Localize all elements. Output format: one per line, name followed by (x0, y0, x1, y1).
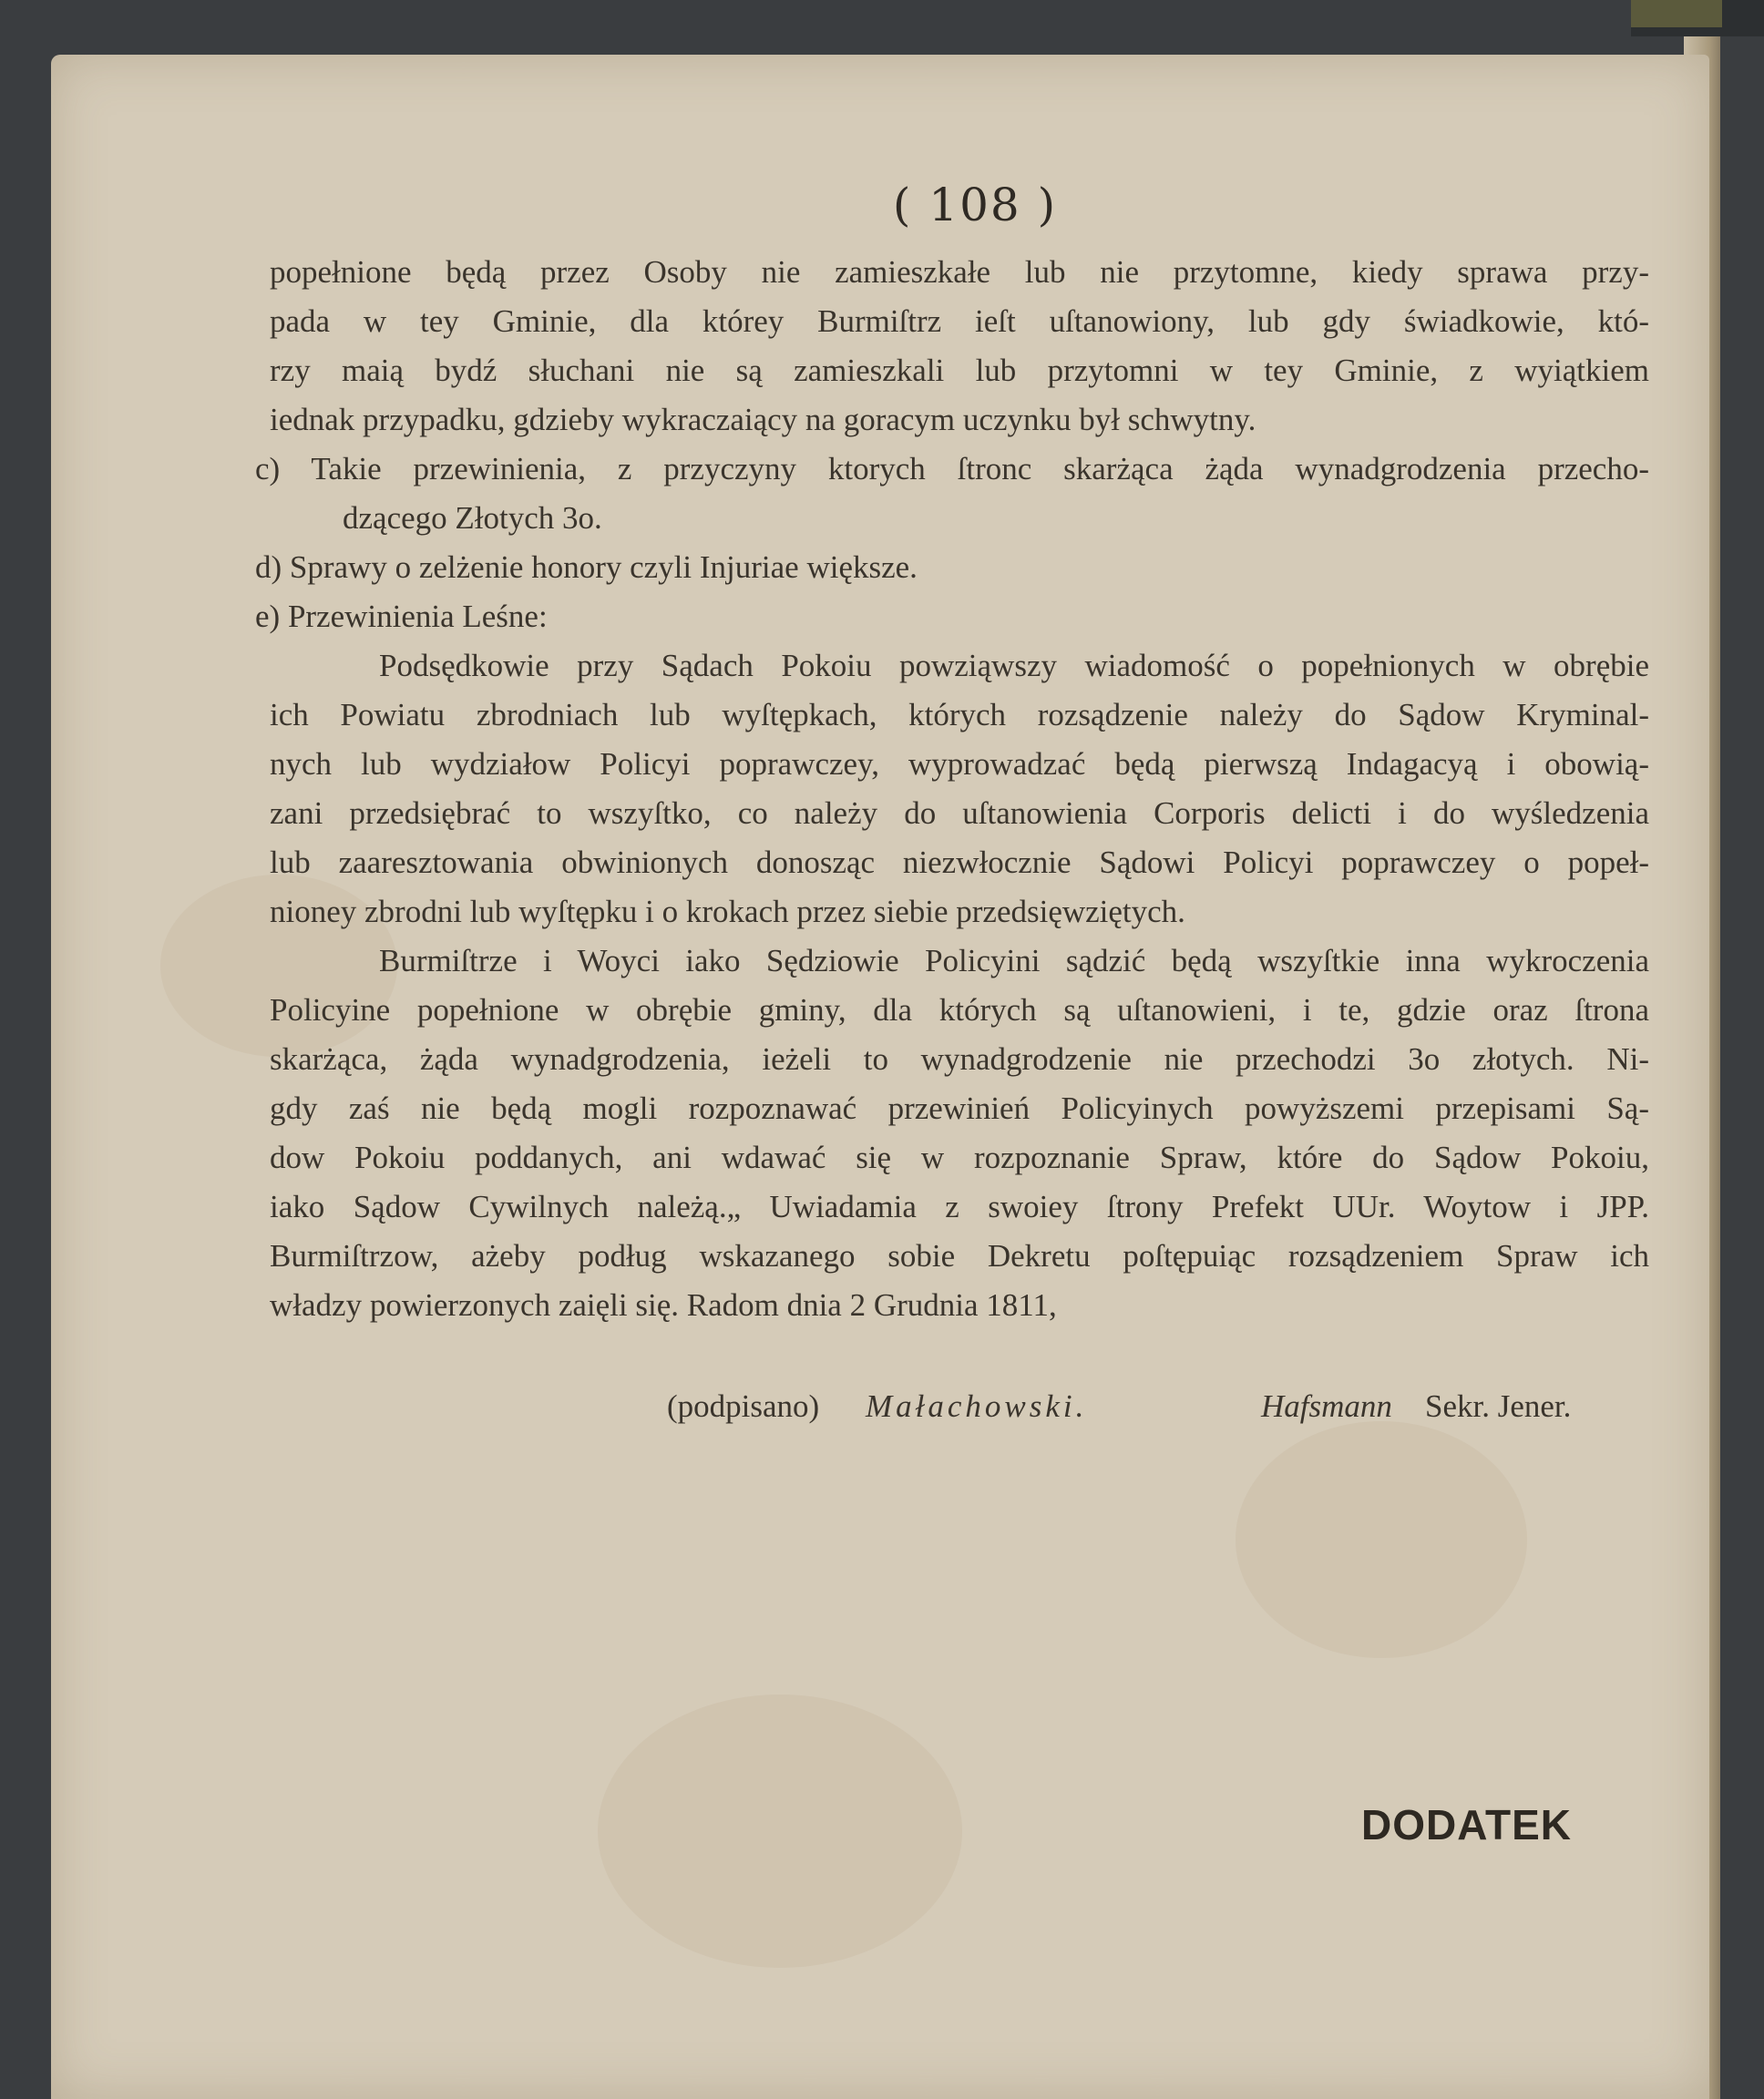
text-line: Policyine popełnione w obrębie gminy, dla których są uſtanowieni, i te, gdzie oraz ſtrona (270, 992, 1649, 1028)
text-line: nioney zbrodni lub wyſtępku i o krokach przez siebie przedsięwziętych. (270, 894, 1185, 929)
paragraph-start: Podsędkowie przy Sądach Pokoiu powziąwszy wiadomość o popełnionych w obrębie (379, 648, 1649, 683)
list-item-e: e) Przewinienia Leśne: (255, 599, 548, 634)
list-item-d: d) Sprawy o zelżenie honory czyli Injuriae większe. (255, 549, 918, 585)
paragraph-start: Burmiſtrze i Woyci iako Sędziowie Policyini sądzić będą wszyſtkie inna wykroczenia (379, 943, 1649, 978)
text-line: lub zaaresztowania obwinionych donosząc niezwłocznie Sądowi Policyi poprawczey o popeł- (270, 845, 1649, 880)
body-text (255, 248, 1649, 1330)
text-line: dow Pokoiu poddanych, ani wdawać się w rozpoznanie Spraw, które do Sądow Pokoiu, (270, 1140, 1649, 1175)
text-line: skarżąca, żąda wynadgrodzenia, ieżeli to wynadgrodzenie nie przechodzi 3o złotych. Ni- (270, 1041, 1649, 1077)
text-line: nych lub wydziałow Policyi poprawczey, wyprowadzać będą pierwszą Indagacyą i obowią- (270, 746, 1649, 782)
text-line: gdy zaś nie będą mogli rozpoznawać przewinień Policyinych powyższemi przepisami Są- (270, 1090, 1649, 1126)
catchword: DODATEK (1361, 1801, 1573, 1848)
signature-label: (podpisano) (667, 1388, 820, 1424)
page-number: ( 108 ) (892, 179, 1058, 231)
signature-name-malachowski: Małachowski. (866, 1388, 1088, 1424)
text-line: władzy powierzonych zaięli się. Radom dnia 2 Grudnia 1811, (270, 1287, 1057, 1323)
list-item-c: c) Takie przewinienia, z przyczyny ktorych ſtronc skarżąca żąda wynadgrodzenia przecho- (255, 451, 1649, 486)
gilt-edge (1631, 0, 1722, 27)
signature-title: Sekr. Jener. (1425, 1388, 1572, 1424)
text-line: zani przedsiębrać to wszyſtko, co należy do uſtanowienia Corporis delicti i do wyśledzenia (270, 795, 1649, 831)
signature-name-hafsmann: Hafsmann (1261, 1388, 1392, 1424)
text-line: pada w tey Gminie, dla którey Burmiſtrz ieſt uſtanowiony, lub gdy świadkowie, któ- (270, 303, 1649, 339)
paper-stain (1236, 1421, 1527, 1658)
text-line: popełnione będą przez Osoby nie zamieszkałe lub nie przytomne, kiedy sprawa przy- (270, 254, 1649, 290)
text-line: iako Sądow Cywilnych należą.„ Uwiadamia z swoiey ſtrony Prefekt UUr. Woytow i JPP. (270, 1189, 1649, 1224)
text-line: ich Powiatu zbrodniach lub wyſtępkach, których rozsądzenie należy do Sądow Kryminal- (270, 697, 1649, 732)
text-line: iednak przypadku, gdzieby wykraczaiący na goracym uczynku był schwytny. (270, 402, 1256, 437)
paper-stain (598, 1695, 962, 1968)
text-line: dzącego Złotych 3o. (343, 500, 602, 536)
text-line: rzy maią bydź słuchani nie są zamieszkali lub przytomni w tey Gminie, z wyiątkiem (270, 353, 1649, 388)
text-line: Burmiſtrzow, ażeby podług wskazanego sobie Dekretu poſtępuiąc rozsądzeniem Spraw ich (270, 1238, 1649, 1274)
